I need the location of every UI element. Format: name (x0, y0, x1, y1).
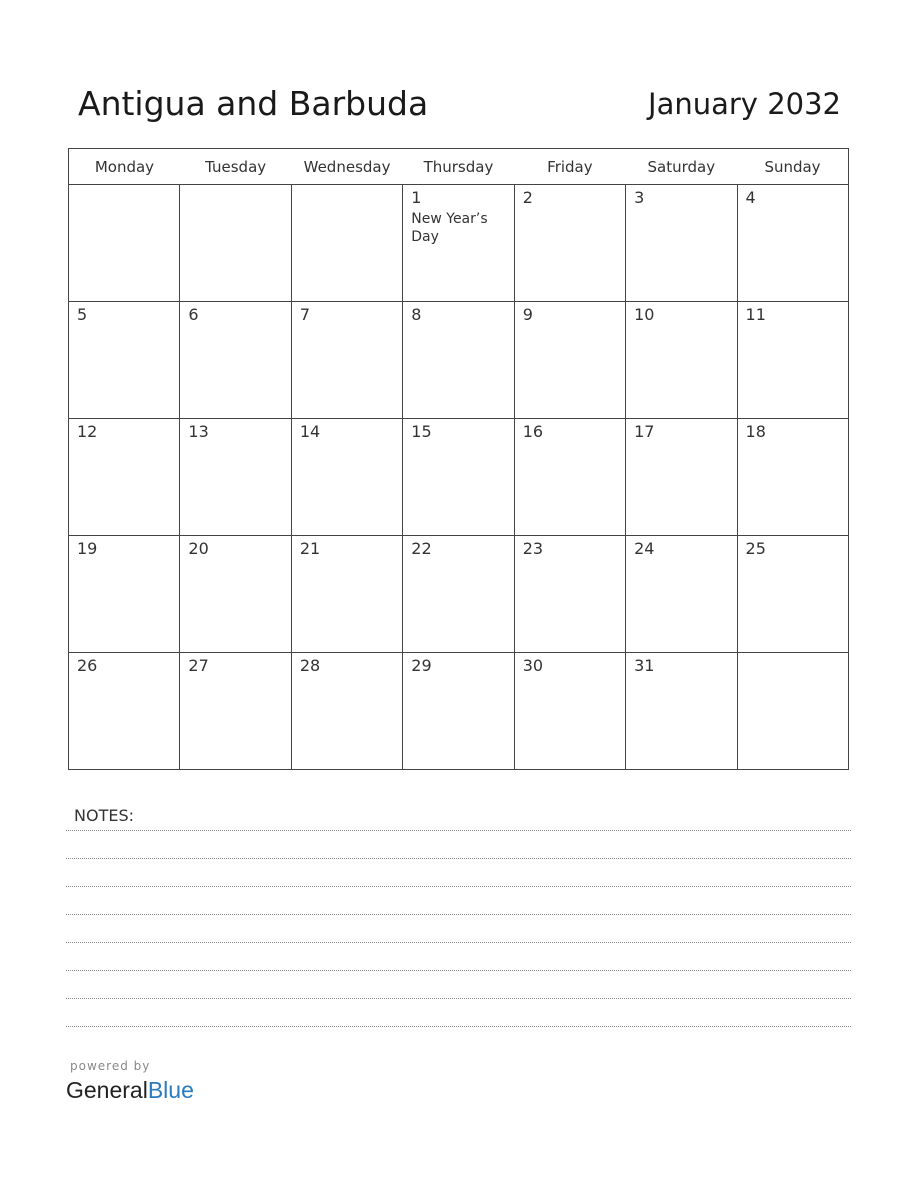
month-title: January 2032 (648, 87, 841, 121)
day-cell (69, 653, 180, 770)
day-cell (69, 185, 180, 302)
day-number: 30 (522, 656, 544, 675)
week-row (69, 653, 849, 770)
notes-line (66, 942, 851, 943)
day-number: 9 (522, 305, 533, 324)
day-cell (737, 419, 848, 536)
day-number: 27 (188, 656, 209, 675)
day-cell (180, 419, 291, 536)
notes-line (66, 830, 851, 831)
week-row (69, 185, 849, 302)
day-cell (69, 419, 180, 536)
day-number: 6 (188, 305, 199, 324)
day-cell (737, 653, 848, 770)
notes-line (66, 858, 851, 859)
day-cell (403, 302, 514, 419)
day-number: 4 (745, 188, 756, 207)
day-number: 10 (634, 305, 655, 324)
day-cell (291, 653, 402, 770)
holiday-label: New Year’s Day (411, 211, 488, 245)
day-number: 16 (522, 422, 544, 441)
day-number: 18 (745, 422, 766, 441)
day-number: 24 (634, 539, 655, 558)
day-number (292, 185, 402, 188)
day-cell (291, 185, 402, 302)
calendar-grid (68, 148, 849, 770)
day-cell (514, 653, 625, 770)
day-number: 29 (411, 656, 432, 675)
day-cell (626, 302, 737, 419)
day-number (738, 653, 848, 656)
notes-label: NOTES: (74, 806, 134, 825)
day-cell (626, 419, 737, 536)
country-title: Antigua and Barbuda (78, 84, 429, 123)
day-number: 15 (411, 422, 432, 441)
day-cell (291, 302, 402, 419)
day-cell (69, 302, 180, 419)
day-cell (180, 536, 291, 653)
weekday-thursday: Thursday (403, 149, 514, 185)
day-cell (291, 419, 402, 536)
notes-line (66, 886, 851, 887)
day-number: 25 (745, 539, 766, 558)
day-cell (514, 419, 625, 536)
day-cell (626, 536, 737, 653)
week-row (69, 302, 849, 419)
notes-line (66, 1026, 851, 1027)
weekday-wednesday: Wednesday (291, 149, 402, 185)
day-number: 31 (634, 656, 655, 675)
generalblue-logo (66, 1074, 194, 1106)
logo-blue-text: Blue (147, 1077, 194, 1103)
powered-by-text: powered by (70, 1059, 151, 1073)
day-number (180, 185, 290, 188)
day-cell (626, 185, 737, 302)
day-cell (403, 653, 514, 770)
day-number: 14 (299, 422, 321, 441)
day-cell (403, 536, 514, 653)
day-number: 19 (77, 539, 98, 558)
notes-line (66, 970, 851, 971)
day-cell (180, 302, 291, 419)
day-number: 23 (522, 539, 544, 558)
day-cell (737, 302, 848, 419)
weekday-saturday: Saturday (626, 149, 737, 185)
day-number: 21 (299, 539, 321, 558)
weekday-friday: Friday (514, 149, 625, 185)
day-cell (180, 653, 291, 770)
day-number: 20 (188, 539, 209, 558)
weekday-monday: Monday (69, 149, 180, 185)
weekday-tuesday: Tuesday (180, 149, 291, 185)
day-number: 12 (77, 422, 98, 441)
weekday-sunday: Sunday (737, 149, 848, 185)
day-number: 3 (634, 188, 645, 207)
day-number: 5 (77, 305, 88, 324)
day-cell (514, 302, 625, 419)
week-row (69, 536, 849, 653)
weekday-header-row (69, 149, 849, 185)
logo-general-text: General (66, 1077, 148, 1103)
notes-line (66, 998, 851, 999)
day-number: 17 (634, 422, 655, 441)
day-cell (737, 185, 848, 302)
day-number: 22 (411, 539, 432, 558)
day-number (69, 185, 179, 188)
day-cell (403, 419, 514, 536)
day-cell (291, 536, 402, 653)
day-cell (514, 536, 625, 653)
day-cell (626, 653, 737, 770)
day-number: 11 (745, 305, 766, 324)
day-number: 26 (77, 656, 98, 675)
day-number: 28 (299, 656, 321, 675)
day-number: 8 (411, 305, 422, 324)
day-cell (514, 185, 625, 302)
day-cell (737, 536, 848, 653)
day-number: 13 (188, 422, 209, 441)
day-number: 2 (522, 188, 533, 207)
day-cell (69, 536, 180, 653)
week-row (69, 419, 849, 536)
day-cell (403, 185, 514, 302)
notes-line (66, 914, 851, 915)
day-cell (180, 185, 291, 302)
day-number: 7 (299, 305, 311, 324)
day-number: 1 (411, 188, 422, 207)
